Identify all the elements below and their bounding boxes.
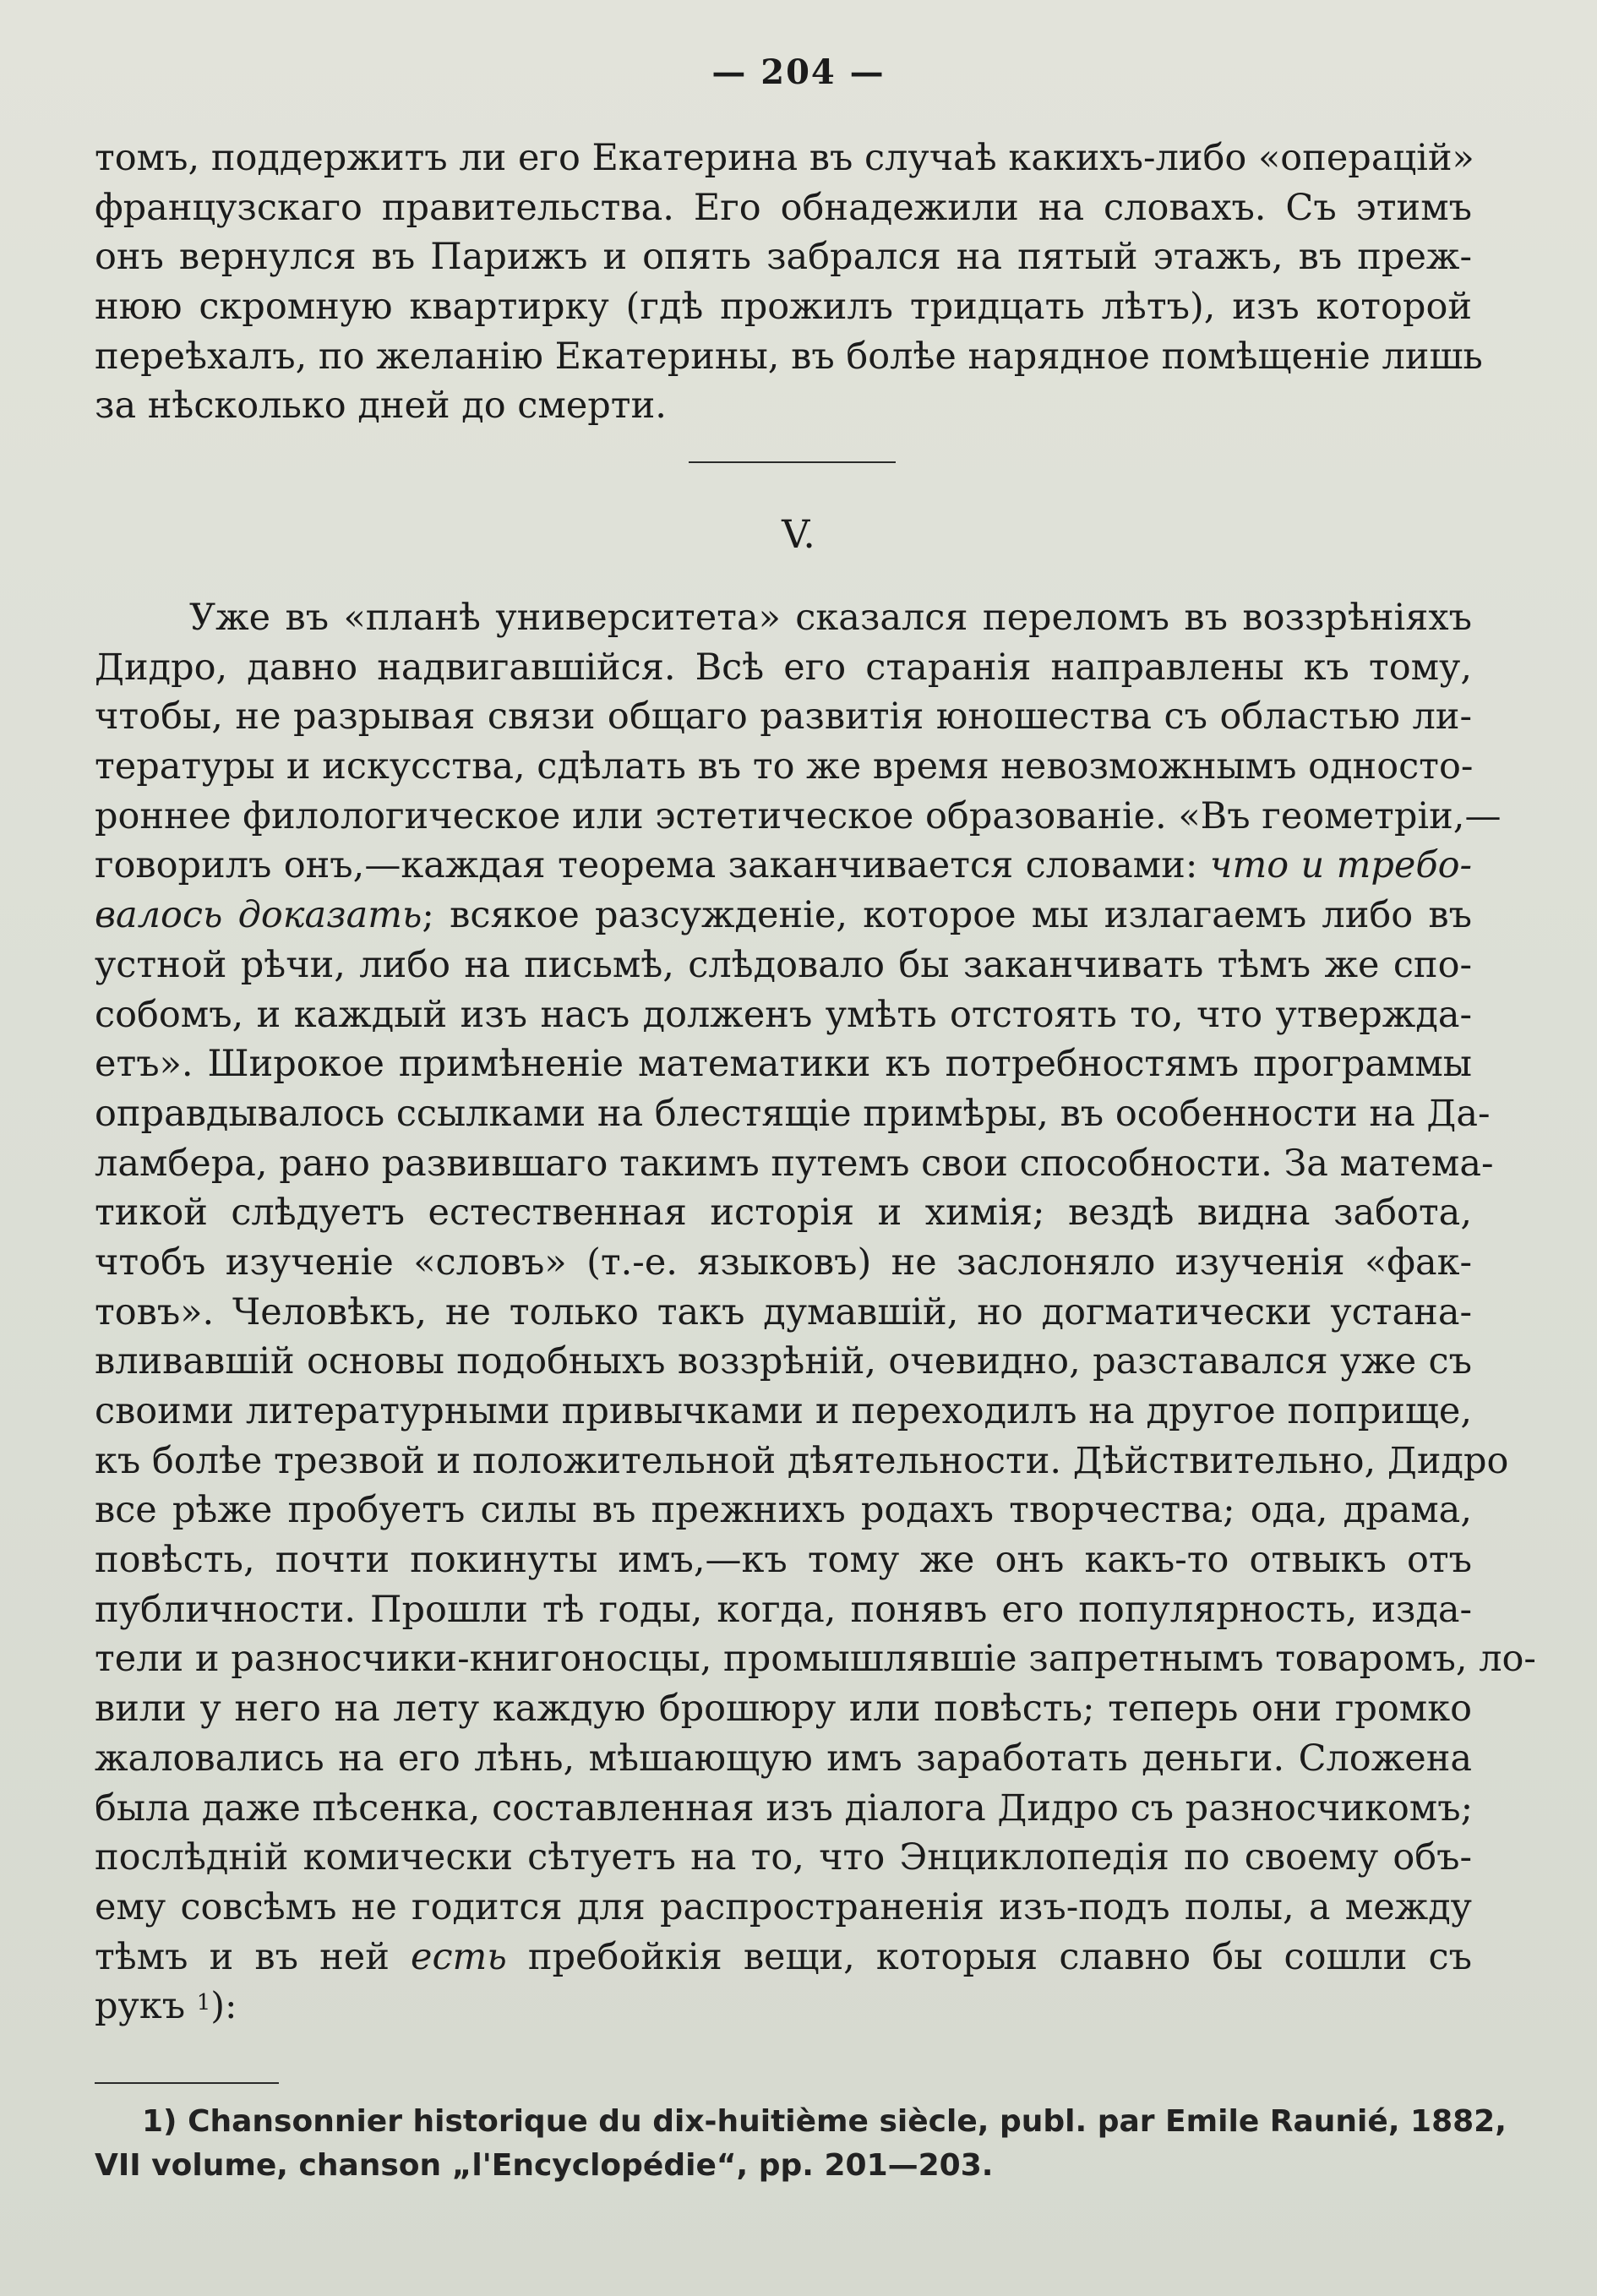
text-line: чтобъ изученіе «словъ» (т.-е. языковъ) не заслоняло изученія «фак- [95,1241,1472,1284]
text-line: къ болѣе трезвой и положительной дѣятельности. Дѣйствительно, Дидро [95,1439,1509,1482]
text-line: переѣхалъ, по желанію Екатерины, въ болѣе нарядное помѣщеніе лишь [95,335,1483,378]
italic-quote: что и требо- [1209,844,1472,887]
text-line: етъ». Широкое примѣненіе математики къ потребностямъ программы [95,1043,1472,1086]
text-line [95,1933,1472,1982]
text-line: все рѣже пробуетъ силы въ прежнихъ родахъ творчества; ода, драма, [95,1489,1472,1532]
text-line: ему совсѣмъ не годится для распространенія изъ-подъ полы, а между [95,1885,1472,1928]
footnote-rule [95,2082,279,2084]
text-line: онъ вернулся въ Парижъ и опять забрался на пятый этажъ, въ преж- [95,236,1472,279]
footnote-line [95,2100,1507,2144]
section-heading: V. [782,511,815,557]
text-line: публичности. Прошли тѣ годы, когда, понявъ его популярность, изда- [95,1588,1472,1631]
footnote-line: VII volume, chanson „l'Encyclopédie“, pp. 201—203. [95,2148,994,2183]
text-line: тературы и искусства, сдѣлать въ то же время невозможнымъ односто- [95,745,1474,788]
text-line: томъ, поддержитъ ли его Екатерина въ случаѣ какихъ-либо «операцій» [95,137,1474,179]
text-line [95,841,1472,891]
text-line: нюю скромную квартирку (гдѣ прожилъ тридцать лѣтъ), изъ которой [95,286,1472,329]
text-line: была даже пѣсенка, составленная изъ діалога Дидро съ разносчикомъ; [95,1786,1474,1830]
text-line: повѣсть, почти покинуты имъ,—къ тому же онъ какъ-то отвыкъ отъ [95,1539,1472,1582]
text-line: вили у него на лету каждую брошюру или повѣсть; теперь они громко [95,1688,1472,1731]
text-line: товъ». Человѣкъ, не только такъ думавшій, но догматически устана- [95,1290,1472,1333]
paragraph-1 [95,134,1483,431]
text-line: устной рѣчи, либо на письмѣ, слѣдовало бы заканчивать тѣмъ же спо- [95,943,1472,986]
text-line: оправдывалось ссылками на блестящіе примѣры, въ особенности на Да- [95,1092,1491,1135]
footnote-marker: 1) [142,2104,177,2139]
text-line: чтобы, не разрывая связи общаго развитія юношества съ областью ли- [95,695,1472,739]
text-line: тели и разносчики-книгоносцы, промышлявшіе запретнымъ товаромъ, ло- [95,1638,1536,1681]
text-line: за нѣсколько дней до смерти. [95,384,667,428]
italic-quote: валось доказать [95,894,422,937]
paragraph-2 [95,593,1536,2031]
footnote [95,2100,1507,2188]
text-line: вливавшій основы подобныхъ воззрѣній, очевидно, разставался уже съ [95,1340,1472,1383]
text-line: ламбера, рано развившаго такимъ путемъ свои способности. За матема- [95,1142,1494,1185]
text-segment: ; всякое разсужденіе, которое мы излагаемъ либо въ [422,894,1472,937]
text-line: французскаго правительства. Его обнадежили на словахъ. Съ этимъ [95,186,1472,229]
text-line: собомъ, и каждый изъ насъ долженъ умѣть отстоять то, что утвержда- [95,993,1472,1036]
text-line: своими литературными привычками и переходилъ на другое поприще, [95,1390,1472,1432]
section-separator-rule [689,461,896,463]
text-line: Уже въ «планѣ университета» сказался переломъ въ воззрѣніяхъ [189,597,1472,639]
text-line: роннее филологическое или эстетическое образованіе. «Въ геометріи,— [95,794,1502,837]
text-line [95,1982,1472,2031]
text-segment: тѣмъ и въ ней [95,1935,412,1978]
italic-word: есть [411,1935,507,1978]
text-segment: говорилъ онъ,—каждая теорема заканчивается словами: [95,844,1210,887]
text-line: жаловались на его лѣнь, мѣшающую имъ заработать деньги. Сложена [95,1737,1472,1780]
footnote-reference[interactable]: 1 [196,1990,211,2016]
footnote-text: Chansonnier historique du dix-huitième siècle, publ. par Emile Raunié, 1882, [188,2104,1507,2139]
text-line: послѣдній комически сѣтуетъ на то, что Энциклопедія по своему объ- [95,1836,1472,1879]
text-segment: пребойкія вещи, которыя славно бы сошли съ [506,1935,1472,1978]
text-segment: ): [210,1985,237,2028]
text-segment: рукъ [95,1985,197,2028]
text-line: Дидро, давно надвигавшійся. Всѣ его старанія направлены къ тому, [95,646,1472,689]
text-line [95,891,1472,941]
text-line: тикой слѣдуетъ естественная исторія и химія; вездѣ видна забота, [95,1192,1472,1235]
page-number: — 204 — [711,52,886,92]
